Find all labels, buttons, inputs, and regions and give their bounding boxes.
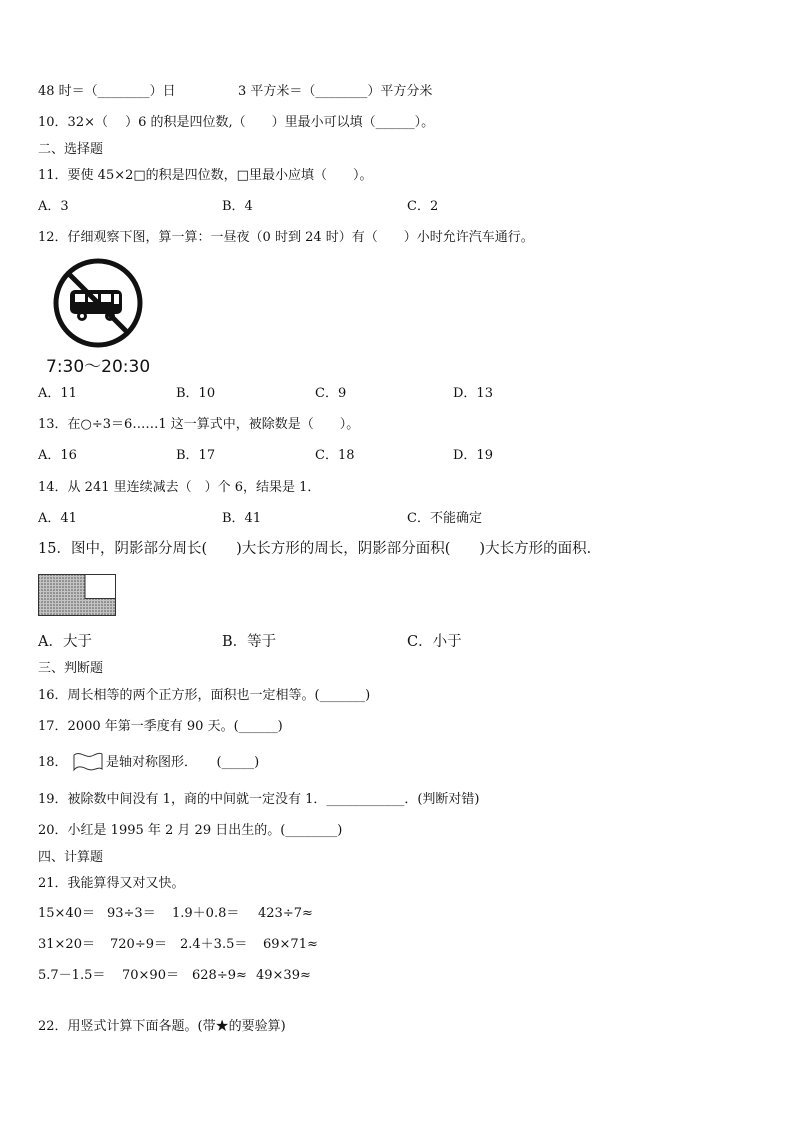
calc-r3-c1: 5.7－1.5＝ xyxy=(38,968,106,983)
q15-text: 15．图中，阴影部分周长( )大长方形的周长，阴影部分面积( )大长方形的面积． xyxy=(38,541,602,557)
calc-r3-c2: 70×90＝ xyxy=(122,968,179,983)
sign-time-label: 7:30～20:30 xyxy=(46,357,151,377)
q17-text: 17．2000 年第一季度有 90 天。(______) xyxy=(38,719,283,734)
q12-option-c: C．9 xyxy=(315,386,347,401)
calc-r1-c2: 93÷3＝ xyxy=(107,906,156,921)
q12-option-b: B．10 xyxy=(176,386,216,401)
q13-option-d: D．19 xyxy=(453,448,493,463)
q19-text: 19．被除数中间没有 1，商的中间就一定没有 1．____________．(判断对错) xyxy=(38,792,480,807)
calc-r2-c3: 2.4＋3.5＝ xyxy=(180,937,248,952)
q12-option-a: A．11 xyxy=(38,386,77,401)
calc-r2-c1: 31×20＝ xyxy=(38,937,95,952)
calc-r2-c2: 720÷9＝ xyxy=(110,937,167,952)
q12-text: 12．仔细观察下图，算一算：一昼夜（0 时到 24 时）有（ ）小时允许汽车通行。 xyxy=(38,230,534,245)
q14-option-b: B．41 xyxy=(222,511,262,526)
no-bus-sign-icon xyxy=(52,257,144,349)
q13-option-b: B．17 xyxy=(176,448,216,463)
q15-option-b: B．等于 xyxy=(222,634,277,650)
q21-text: 21．我能算得又对又快。 xyxy=(38,876,185,891)
q14-option-c: C．不能确定 xyxy=(407,511,482,526)
calc-r1-c1: 15×40＝ xyxy=(38,906,95,921)
q20-text: 20．小红是 1995 年 2 月 29 日出生的。(________) xyxy=(38,823,343,838)
q13-option-a: A．16 xyxy=(38,448,77,463)
q14-text: 14．从 241 里连续减去（ ）个 6，结果是 1． xyxy=(38,480,321,495)
q14-option-a: A．41 xyxy=(38,511,77,526)
section-4-title: 四、计算题 xyxy=(38,850,104,865)
q22-text: 22．用竖式计算下面各题。(带★的要验算) xyxy=(38,1019,286,1034)
q10-text: 10．32×（ ）6 的积是四位数,（ ）里最小可以填（______）。 xyxy=(38,115,435,130)
calc-r3-c4: 49×39≈ xyxy=(256,968,311,983)
q13-option-c: C．18 xyxy=(315,448,355,463)
calc-r3-c3: 628÷9≈ xyxy=(192,968,247,983)
q11-option-a: A．3 xyxy=(38,199,69,214)
q9-part1: 48 时＝（________）日 xyxy=(38,84,176,99)
q12-option-d: D．13 xyxy=(453,386,493,401)
q15-option-c: C．小于 xyxy=(407,634,462,650)
wavy-flag-shape-icon xyxy=(72,750,104,774)
q18-number: 18． xyxy=(38,755,68,770)
q13-text: 13．在○÷3＝6……1 这一算式中，被除数是（ ）。 xyxy=(38,417,360,432)
calc-r1-c3: 1.9＋0.8＝ xyxy=(172,906,240,921)
q11-text: 11．要使 45×2□的积是四位数，□里最小应填（ ）。 xyxy=(38,168,373,183)
section-2-title: 二、选择题 xyxy=(38,142,104,157)
q18-text: 是轴对称图形． (_____) xyxy=(106,755,260,770)
q15-option-a: A．大于 xyxy=(38,634,92,650)
q9-part2: 3 平方米＝（________）平方分米 xyxy=(238,84,433,99)
q11-option-c: C．2 xyxy=(407,199,439,214)
calc-r2-c4: 69×71≈ xyxy=(263,937,318,952)
shaded-rectangle-figure xyxy=(38,574,116,616)
q16-text: 16．周长相等的两个正方形，面积也一定相等。(_______) xyxy=(38,688,371,703)
section-3-title: 三、判断题 xyxy=(38,661,104,676)
calc-r1-c4: 423÷7≈ xyxy=(258,906,313,921)
q11-option-b: B．4 xyxy=(222,199,253,214)
